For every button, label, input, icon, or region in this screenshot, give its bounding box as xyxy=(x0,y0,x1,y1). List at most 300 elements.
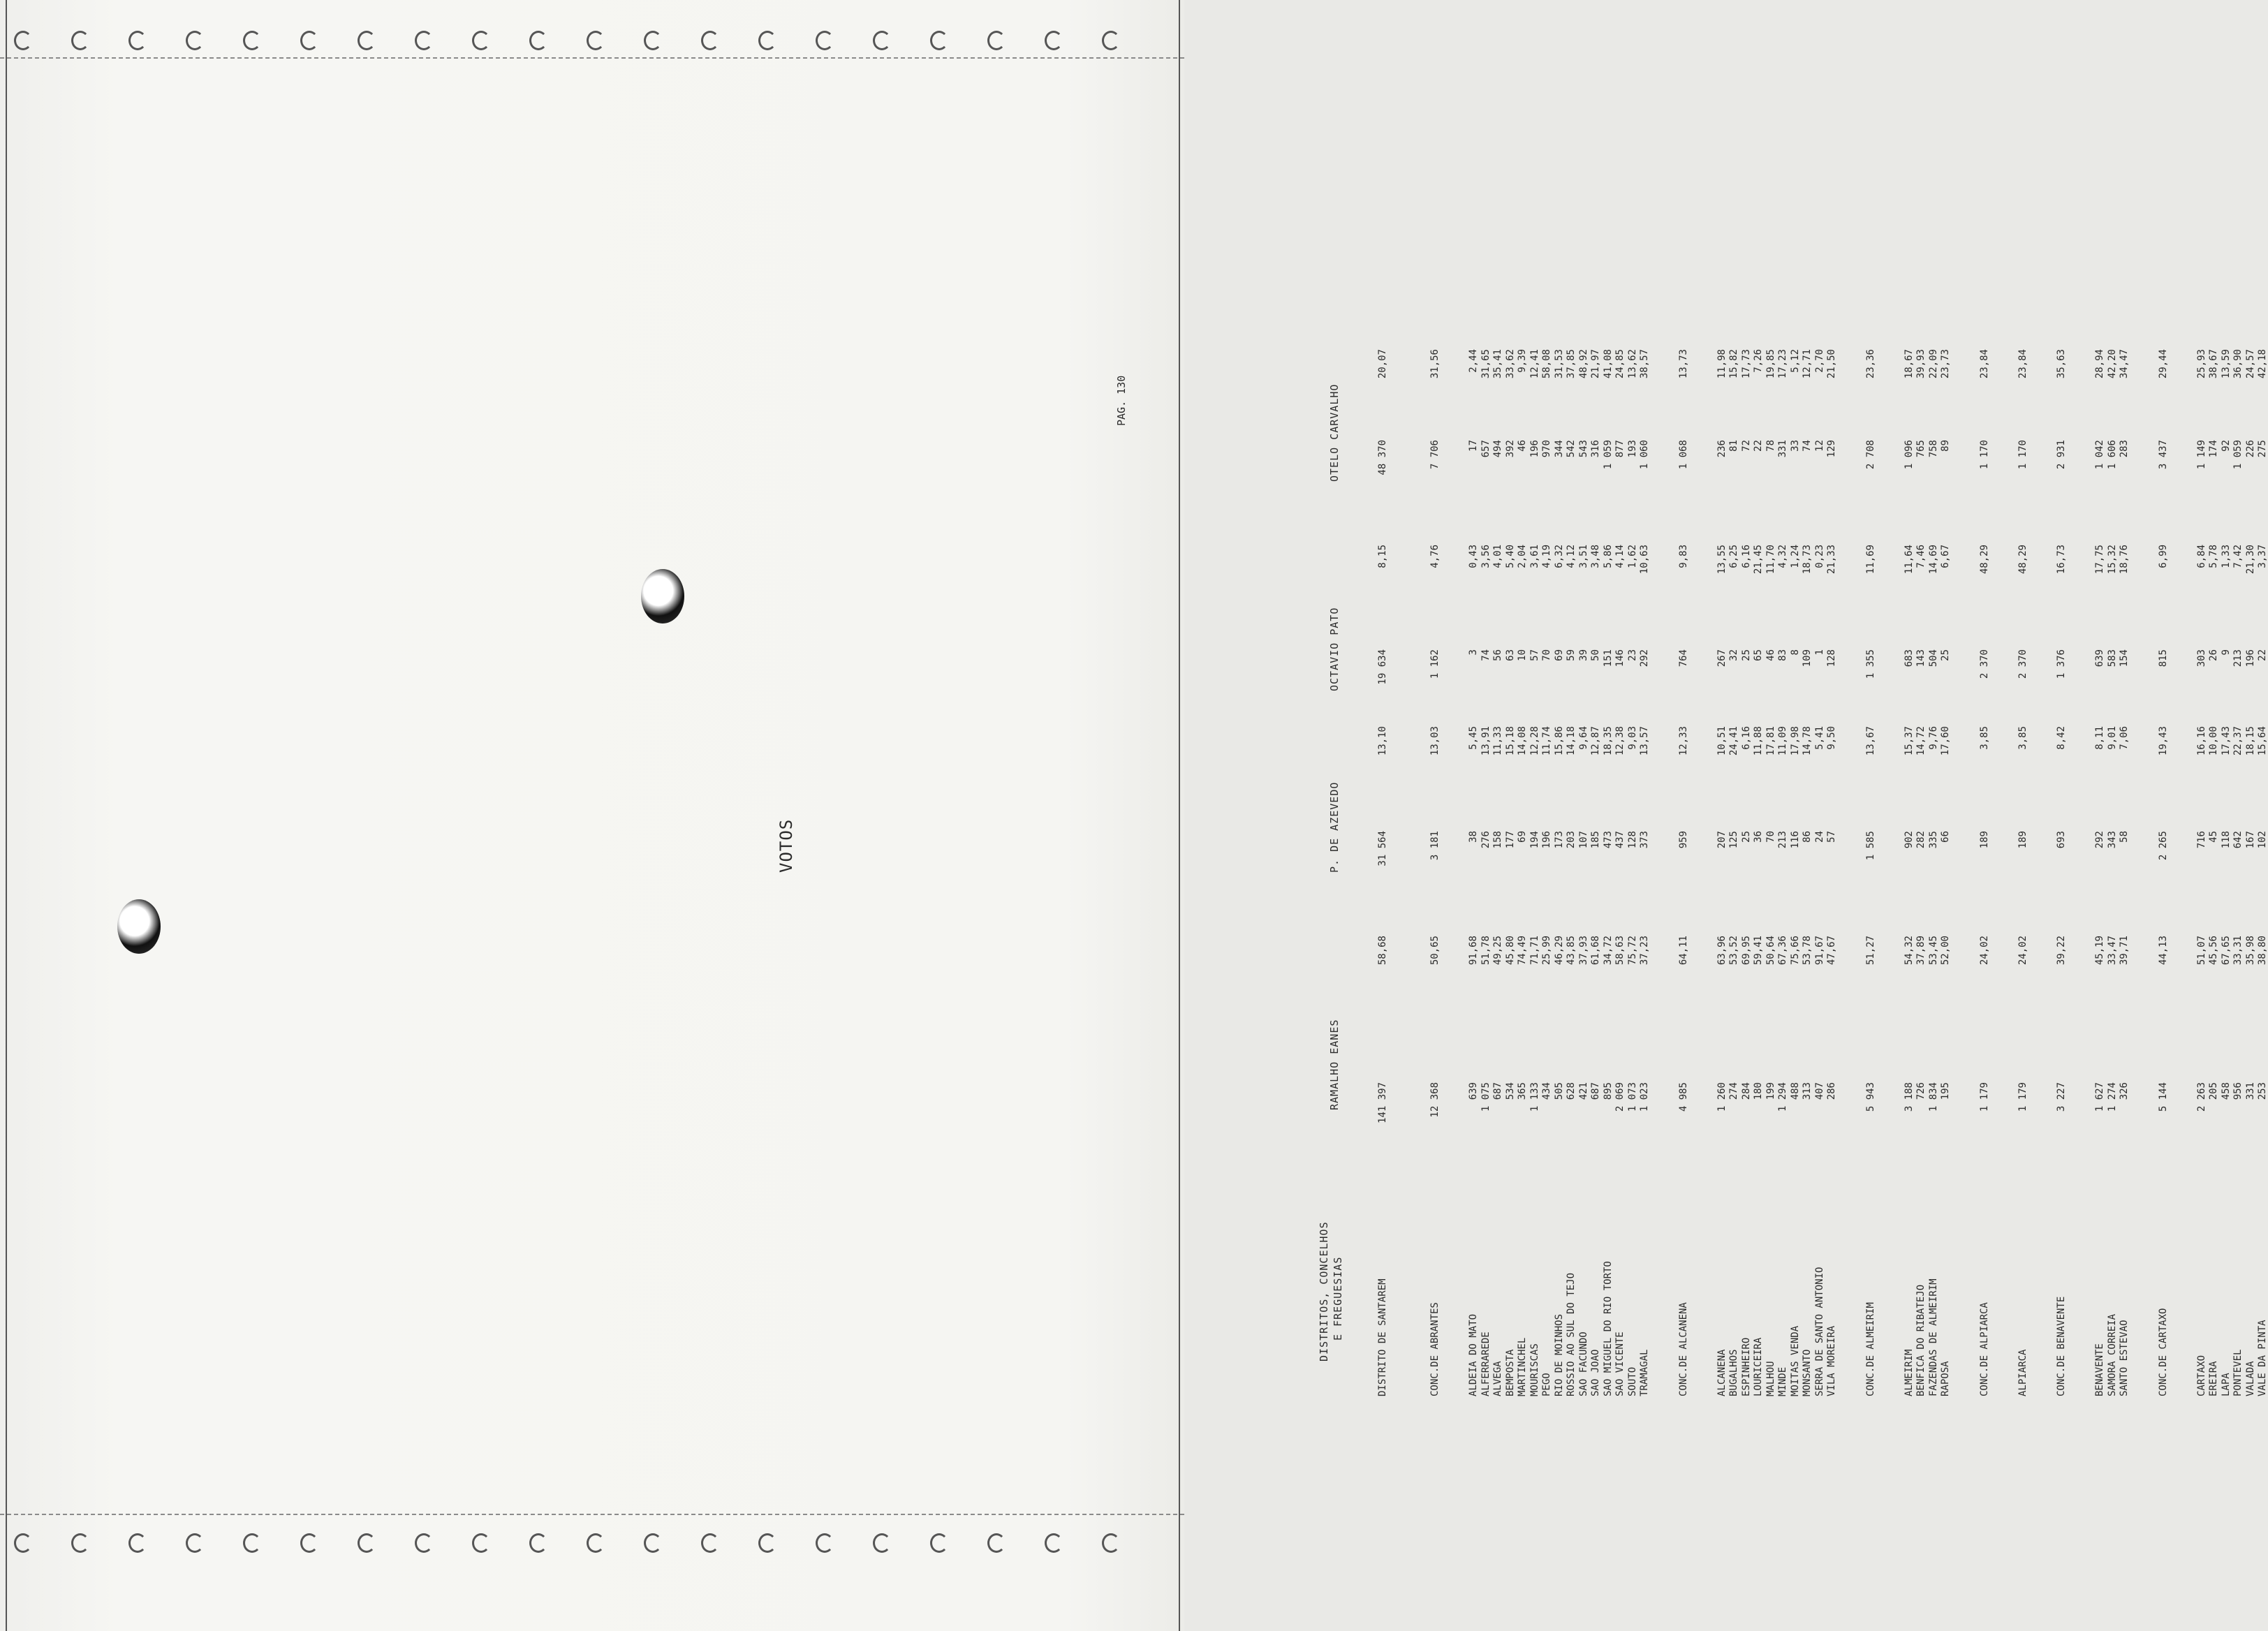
value-cell: 109 xyxy=(1802,649,1813,667)
value-cell: 71,71 xyxy=(1529,936,1540,966)
value-cell: 505 xyxy=(1553,1082,1565,1100)
value-cell: 25 xyxy=(1740,649,1752,661)
value-cell: 8 xyxy=(1789,649,1801,656)
region-name: VALE DA PINTA xyxy=(2257,1320,2268,1396)
total-cell: 3 181 xyxy=(1429,831,1441,861)
value-cell: 15,82 xyxy=(1728,349,1739,379)
value-cell: 11,74 xyxy=(1541,726,1552,756)
value-cell: 15,86 xyxy=(1553,726,1565,756)
value-cell: 53,45 xyxy=(1927,936,1939,966)
total-cell: 3 437 xyxy=(2157,440,2169,470)
value-cell: 37,23 xyxy=(1639,936,1650,966)
value-cell: 193 xyxy=(1626,440,1638,458)
value-cell: 473 xyxy=(1602,831,1614,849)
value-cell: 37,85 xyxy=(1566,349,1577,379)
total-cell: 23,36 xyxy=(1864,349,1876,379)
value-cell: 6,84 xyxy=(2195,545,2207,568)
value-cell: 57 xyxy=(1529,649,1540,661)
value-cell: 69,95 xyxy=(1740,936,1752,966)
value-cell: 331 xyxy=(2244,1082,2256,1100)
region-name: PONTEVEL xyxy=(2232,1349,2244,1396)
total-cell: 20,07 xyxy=(1377,349,1388,379)
total-cell: 815 xyxy=(2157,649,2169,667)
total-cell: 2 931 xyxy=(2056,440,2067,470)
value-cell: 53,78 xyxy=(1802,936,1813,966)
value-cell: 86 xyxy=(1802,831,1813,843)
total-cell: 19,43 xyxy=(2157,726,2169,756)
value-cell: 34,47 xyxy=(2119,349,2130,379)
value-cell: 17,98 xyxy=(1789,726,1801,756)
value-cell: 6,25 xyxy=(1728,545,1739,568)
value-cell: 158 xyxy=(1492,831,1503,849)
value-cell: 3,48 xyxy=(1590,545,1601,568)
value-cell: 18,15 xyxy=(2244,726,2256,756)
page-number: PAG. 130 xyxy=(1115,375,1128,426)
value-cell: 46 xyxy=(1517,440,1528,452)
value-cell: 17,60 xyxy=(1940,726,1951,756)
value-cell: 1 075 xyxy=(1480,1082,1492,1112)
value-cell: 877 xyxy=(1614,440,1626,458)
total-cell: 51,27 xyxy=(1864,936,1876,966)
value-cell: 1 149 xyxy=(2195,440,2207,470)
group-title: DISTRITO DE SANTAREM xyxy=(1377,1278,1388,1396)
value-cell: 205 xyxy=(2208,1082,2219,1100)
value-cell: 335 xyxy=(1927,831,1939,849)
value-cell: 129 xyxy=(1826,440,1837,458)
value-cell: 189 xyxy=(2017,831,2028,849)
value-cell: 38 xyxy=(1468,831,1479,843)
value-cell: 12,41 xyxy=(1529,349,1540,379)
region-name: SANTO ESTEVAO xyxy=(2119,1320,2130,1396)
total-cell: 48 370 xyxy=(1377,440,1388,475)
value-cell: 687 xyxy=(1590,1082,1601,1100)
value-cell: 38,67 xyxy=(2208,349,2219,379)
value-cell: 42,20 xyxy=(2106,349,2118,379)
value-cell: 70 xyxy=(1765,831,1776,843)
value-cell: 65 xyxy=(1753,649,1764,661)
value-cell: 146 xyxy=(1614,649,1626,667)
value-cell: 173 xyxy=(1553,831,1565,849)
value-cell: 1 294 xyxy=(1777,1082,1788,1112)
value-cell: 154 xyxy=(2119,649,2130,667)
region-name: FAZENDAS DE ALMEIRIM xyxy=(1927,1278,1939,1396)
value-cell: 1 023 xyxy=(1639,1082,1650,1112)
value-cell: 45,80 xyxy=(1504,936,1516,966)
value-cell: 25,93 xyxy=(2195,349,2207,379)
value-cell: 7,06 xyxy=(2119,726,2130,750)
value-cell: 39 xyxy=(1577,649,1589,661)
region-name: BENAVENTE xyxy=(2094,1343,2105,1396)
value-cell: 4,12 xyxy=(1566,545,1577,568)
value-cell: 343 xyxy=(2106,831,2118,849)
value-cell: 196 xyxy=(2244,649,2256,667)
value-cell: 6,67 xyxy=(1940,545,1951,568)
value-cell: 199 xyxy=(1765,1082,1776,1100)
value-cell: 253 xyxy=(2257,1082,2268,1100)
value-cell: 13,91 xyxy=(1480,726,1492,756)
value-cell: 292 xyxy=(2094,831,2105,849)
region-name: BEMPOSTA xyxy=(1504,1349,1516,1396)
total-cell: 13,10 xyxy=(1377,726,1388,756)
region-name: SAO FACUNDO xyxy=(1577,1331,1589,1396)
value-cell: 38,57 xyxy=(1639,349,1650,379)
value-cell: 956 xyxy=(2232,1082,2244,1100)
total-cell: 4 985 xyxy=(1677,1082,1689,1112)
total-cell: 12 368 xyxy=(1429,1082,1441,1118)
value-cell: 24,41 xyxy=(1728,726,1739,756)
total-cell: 23,84 xyxy=(1978,349,1990,379)
value-cell: 1 059 xyxy=(1602,440,1614,470)
value-cell: 11,33 xyxy=(1492,726,1503,756)
value-cell: 970 xyxy=(1541,440,1552,458)
value-cell: 5,40 xyxy=(1504,545,1516,568)
value-cell: 3,85 xyxy=(2017,726,2028,750)
total-cell: 35,63 xyxy=(2056,349,2067,379)
value-cell: 18,35 xyxy=(1602,726,1614,756)
value-cell: 24 xyxy=(1813,831,1825,843)
value-cell: 758 xyxy=(1927,440,1939,458)
total-cell: 24,02 xyxy=(1978,936,1990,966)
value-cell: 41,08 xyxy=(1602,349,1614,379)
value-cell: 275 xyxy=(2257,440,2268,458)
value-cell: 3,61 xyxy=(1529,545,1540,568)
votes-header: VOTOS xyxy=(776,818,796,873)
value-cell: 17,43 xyxy=(2220,726,2232,756)
value-cell: 17,81 xyxy=(1765,726,1776,756)
value-cell: 1 179 xyxy=(2017,1082,2028,1112)
total-cell: 5 943 xyxy=(1864,1082,1876,1112)
value-cell: 12 xyxy=(1813,440,1825,452)
value-cell: 11,64 xyxy=(1903,545,1915,575)
value-cell: 14,78 xyxy=(1802,726,1813,756)
value-cell: 125 xyxy=(1728,831,1739,849)
value-cell: 12,38 xyxy=(1614,726,1626,756)
value-cell: 9,50 xyxy=(1826,726,1837,750)
region-name: MOURISCAS xyxy=(1529,1343,1540,1396)
value-cell: 421 xyxy=(1577,1082,1589,1100)
value-cell: 2,04 xyxy=(1517,545,1528,568)
value-cell: 48,29 xyxy=(2017,545,2028,575)
value-cell: 639 xyxy=(1468,1082,1479,1100)
total-cell: 31 564 xyxy=(1377,831,1388,866)
value-cell: 7,46 xyxy=(1915,545,1927,568)
value-cell: 534 xyxy=(1504,1082,1516,1100)
value-cell: 91,67 xyxy=(1813,936,1825,966)
total-cell: 8,15 xyxy=(1377,545,1388,568)
value-cell: 0,43 xyxy=(1468,545,1479,568)
group-title: CONC.DE ABRANTES xyxy=(1429,1302,1441,1396)
value-cell: 10,51 xyxy=(1716,726,1728,756)
value-cell: 726 xyxy=(1915,1082,1927,1100)
region-name: LAPA xyxy=(2220,1373,2232,1396)
value-cell: 9,76 xyxy=(1927,726,1939,750)
value-cell: 11,09 xyxy=(1777,726,1788,756)
total-cell: 4,76 xyxy=(1429,545,1441,568)
value-cell: 504 xyxy=(1927,649,1939,667)
region-name: ALFERRAREDE xyxy=(1480,1331,1492,1396)
value-cell: 5,41 xyxy=(1813,726,1825,750)
value-cell: 185 xyxy=(1590,831,1601,849)
candidate-header: P. DE AZEVEDO xyxy=(1328,781,1341,873)
value-cell: 59,41 xyxy=(1753,936,1764,966)
value-cell: 196 xyxy=(1529,440,1540,458)
value-cell: 303 xyxy=(2195,649,2207,667)
value-cell: 66 xyxy=(1940,831,1951,843)
total-cell: 58,68 xyxy=(1377,936,1388,966)
value-cell: 174 xyxy=(2208,440,2219,458)
value-cell: 14,69 xyxy=(1927,545,1939,575)
value-cell: 213 xyxy=(1777,831,1788,849)
region-name: CARTAXO xyxy=(2195,1355,2207,1396)
value-cell: 128 xyxy=(1626,831,1638,849)
value-cell: 102 xyxy=(2257,831,2268,849)
value-cell: 1 260 xyxy=(1716,1082,1728,1112)
value-cell: 1 xyxy=(1813,649,1825,656)
value-cell: 24,02 xyxy=(2017,936,2028,966)
candidate-header: RAMALHO EANES xyxy=(1328,1019,1341,1110)
group-title: CONC.DE ALCANENA xyxy=(1677,1302,1689,1396)
total-cell: 9,83 xyxy=(1677,545,1689,568)
total-cell: 1 170 xyxy=(1978,440,1990,470)
value-cell: 765 xyxy=(1915,440,1927,458)
value-cell: 207 xyxy=(1716,831,1728,849)
value-cell: 25,99 xyxy=(1541,936,1552,966)
total-cell: 1 162 xyxy=(1429,649,1441,679)
value-cell: 51,07 xyxy=(2195,936,2207,966)
value-cell: 107 xyxy=(1577,831,1589,849)
region-name: MINDE xyxy=(1777,1366,1788,1396)
value-cell: 21,33 xyxy=(1826,545,1837,575)
value-cell: 32 xyxy=(1728,649,1739,661)
total-cell: 39,22 xyxy=(2056,936,2067,966)
group-title: CONC.DE BENAVENTE xyxy=(2056,1296,2067,1396)
total-cell: 2 708 xyxy=(1864,440,1876,470)
value-cell: 1 834 xyxy=(1927,1082,1939,1112)
value-cell: 276 xyxy=(1480,831,1492,849)
value-cell: 25 xyxy=(1940,649,1951,661)
value-cell: 0,23 xyxy=(1813,545,1825,568)
value-cell: 31,65 xyxy=(1480,349,1492,379)
region-name: TRAMAGAL xyxy=(1639,1349,1650,1396)
value-cell: 19,85 xyxy=(1765,349,1776,379)
value-cell: 583 xyxy=(2106,649,2118,667)
total-cell: 50,65 xyxy=(1429,936,1441,966)
value-cell: 543 xyxy=(1577,440,1589,458)
value-cell: 2,44 xyxy=(1468,349,1479,373)
region-name: MALHOU xyxy=(1765,1361,1776,1396)
value-cell: 23,73 xyxy=(1940,349,1951,379)
value-cell: 639 xyxy=(2094,649,2105,667)
value-cell: 70 xyxy=(1541,649,1552,661)
value-cell: 2 263 xyxy=(2195,1082,2207,1112)
value-cell: 39,93 xyxy=(1915,349,1927,379)
value-cell: 50 xyxy=(1590,649,1601,661)
total-cell: 48,29 xyxy=(1978,545,1990,575)
value-cell: 392 xyxy=(1504,440,1516,458)
value-cell: 12,28 xyxy=(1529,726,1540,756)
value-cell: 9,03 xyxy=(1626,726,1638,750)
value-cell: 116 xyxy=(1789,831,1801,849)
value-cell: 89 xyxy=(1940,440,1951,452)
column-header-region-sub: E FREGUESIAS xyxy=(1332,1256,1344,1341)
region-name: LOURICEIRA xyxy=(1753,1337,1764,1396)
total-cell: 12,33 xyxy=(1677,726,1689,756)
value-cell: 5,12 xyxy=(1789,349,1801,373)
value-cell: 83 xyxy=(1777,649,1788,661)
value-cell: 4,01 xyxy=(1492,545,1503,568)
value-cell: 716 xyxy=(2195,831,2207,849)
value-cell: 33,62 xyxy=(1504,349,1516,379)
value-cell: 37,89 xyxy=(1915,936,1927,966)
value-cell: 13,62 xyxy=(1626,349,1638,379)
value-cell: 23 xyxy=(1626,649,1638,661)
value-cell: 4,14 xyxy=(1614,545,1626,568)
group-title: CONC.DE ALMEIRIM xyxy=(1864,1302,1876,1396)
value-cell: 24,57 xyxy=(2244,349,2256,379)
value-cell: 18,67 xyxy=(1903,349,1915,379)
value-cell: 81 xyxy=(1728,440,1739,452)
region-name: SAMORA CORREIA xyxy=(2106,1313,2118,1396)
total-cell: 1 179 xyxy=(1978,1082,1990,1112)
total-cell: 13,03 xyxy=(1429,726,1441,756)
value-cell: 180 xyxy=(1753,1082,1764,1100)
value-cell: 151 xyxy=(1602,649,1614,667)
total-cell: 44,13 xyxy=(2157,936,2169,966)
total-cell: 13,73 xyxy=(1677,349,1689,379)
value-cell: 13,59 xyxy=(2220,349,2232,379)
value-cell: 17 xyxy=(1468,440,1479,452)
value-cell: 33,31 xyxy=(2232,936,2244,966)
region-name: ALCANENA xyxy=(1716,1349,1728,1396)
value-cell: 902 xyxy=(1903,831,1915,849)
value-cell: 687 xyxy=(1492,1082,1503,1100)
value-cell: 45,19 xyxy=(2094,936,2105,966)
value-cell: 2,70 xyxy=(1813,349,1825,373)
region-name: ALVEGA xyxy=(1492,1361,1503,1396)
region-name: MARTINCHEL xyxy=(1517,1337,1528,1396)
value-cell: 31,53 xyxy=(1553,349,1565,379)
value-cell: 74 xyxy=(1480,649,1492,661)
region-name: MOITAS VENDA xyxy=(1789,1325,1801,1396)
value-cell: 683 xyxy=(1903,649,1915,667)
value-cell: 14,08 xyxy=(1517,726,1528,756)
value-cell: 92 xyxy=(2220,440,2232,452)
value-cell: 313 xyxy=(1802,1082,1813,1100)
region-name: PEGO xyxy=(1541,1373,1552,1396)
value-cell: 35,98 xyxy=(2244,936,2256,966)
value-cell: 6,16 xyxy=(1740,545,1752,568)
value-cell: 5,45 xyxy=(1468,726,1479,750)
value-cell: 373 xyxy=(1639,831,1650,849)
value-cell: 13,57 xyxy=(1639,726,1650,756)
value-cell: 72 xyxy=(1740,440,1752,452)
value-cell: 17,75 xyxy=(2094,545,2105,575)
value-cell: 58,63 xyxy=(1614,936,1626,966)
value-cell: 78 xyxy=(1765,440,1776,452)
value-cell: 195 xyxy=(1940,1082,1951,1100)
value-cell: 1 096 xyxy=(1903,440,1915,470)
total-cell: 2 265 xyxy=(2157,831,2169,861)
value-cell: 8,11 xyxy=(2094,726,2105,750)
value-cell: 292 xyxy=(1639,649,1650,667)
total-cell: 31,56 xyxy=(1429,349,1441,379)
value-cell: 4,19 xyxy=(1541,545,1552,568)
total-cell: 3 227 xyxy=(2056,1082,2067,1112)
value-cell: 74,49 xyxy=(1517,936,1528,966)
value-cell: 57 xyxy=(1826,831,1837,843)
value-cell: 69 xyxy=(1553,649,1565,661)
value-cell: 15,37 xyxy=(1903,726,1915,756)
value-cell: 18,76 xyxy=(2119,545,2130,575)
value-cell: 7,42 xyxy=(2232,545,2244,568)
value-cell: 628 xyxy=(1566,1082,1577,1100)
value-cell: 326 xyxy=(2119,1082,2130,1100)
value-cell: 2 069 xyxy=(1614,1082,1626,1112)
value-cell: 43,85 xyxy=(1566,936,1577,966)
value-cell: 39,71 xyxy=(2119,936,2130,966)
value-cell: 12,87 xyxy=(1590,726,1601,756)
value-cell: 1 627 xyxy=(2094,1082,2105,1112)
total-cell: 189 xyxy=(1978,831,1990,849)
total-cell: 8,42 xyxy=(2056,726,2067,750)
value-cell: 21,50 xyxy=(1826,349,1837,379)
value-cell: 283 xyxy=(2119,440,2130,458)
value-cell: 316 xyxy=(1590,440,1601,458)
value-cell: 59 xyxy=(1566,649,1577,661)
total-cell: 1 355 xyxy=(1864,649,1876,679)
value-cell: 47,67 xyxy=(1826,936,1837,966)
candidate-header: OCTAVIO PATO xyxy=(1328,607,1341,691)
value-cell: 3 xyxy=(1468,649,1479,656)
column-header-region: DISTRITOS, CONCELHOS xyxy=(1318,1221,1330,1361)
value-cell: 35,41 xyxy=(1492,349,1503,379)
region-name: VILA MOREIRA xyxy=(1826,1325,1837,1396)
total-cell: 19 634 xyxy=(1377,649,1388,685)
value-cell: 58,08 xyxy=(1541,349,1552,379)
value-cell: 17,23 xyxy=(1777,349,1788,379)
value-cell: 25 xyxy=(1740,831,1752,843)
value-cell: 5,86 xyxy=(1602,545,1614,568)
value-cell: 75,66 xyxy=(1789,936,1801,966)
value-cell: 128 xyxy=(1826,649,1837,667)
value-cell: 58 xyxy=(2119,831,2130,843)
value-cell: 267 xyxy=(1716,649,1728,667)
value-cell: 21,30 xyxy=(2244,545,2256,575)
value-cell: 18,73 xyxy=(1802,545,1813,575)
value-cell: 23,84 xyxy=(2017,349,2028,379)
value-cell: 50,64 xyxy=(1765,936,1776,966)
value-cell: 407 xyxy=(1813,1082,1825,1100)
value-cell: 282 xyxy=(1915,831,1927,849)
value-cell: 33 xyxy=(1789,440,1801,452)
value-cell: 434 xyxy=(1541,1082,1552,1100)
value-cell: 12,71 xyxy=(1802,349,1813,379)
value-cell: 4,32 xyxy=(1777,545,1788,568)
value-cell: 458 xyxy=(2220,1082,2232,1100)
value-cell: 203 xyxy=(1566,831,1577,849)
region-name: VALADA xyxy=(2244,1361,2256,1396)
value-cell: 38,80 xyxy=(2257,936,2268,966)
value-cell: 24,85 xyxy=(1614,349,1626,379)
value-cell: 1,62 xyxy=(1626,545,1638,568)
total-cell: 11,69 xyxy=(1864,545,1876,575)
value-cell: 36,90 xyxy=(2232,349,2244,379)
value-cell: 494 xyxy=(1492,440,1503,458)
total-cell: 3,85 xyxy=(1978,726,1990,750)
value-cell: 46,29 xyxy=(1553,936,1565,966)
total-cell: 6,99 xyxy=(2157,545,2169,568)
value-cell: 143 xyxy=(1915,649,1927,667)
